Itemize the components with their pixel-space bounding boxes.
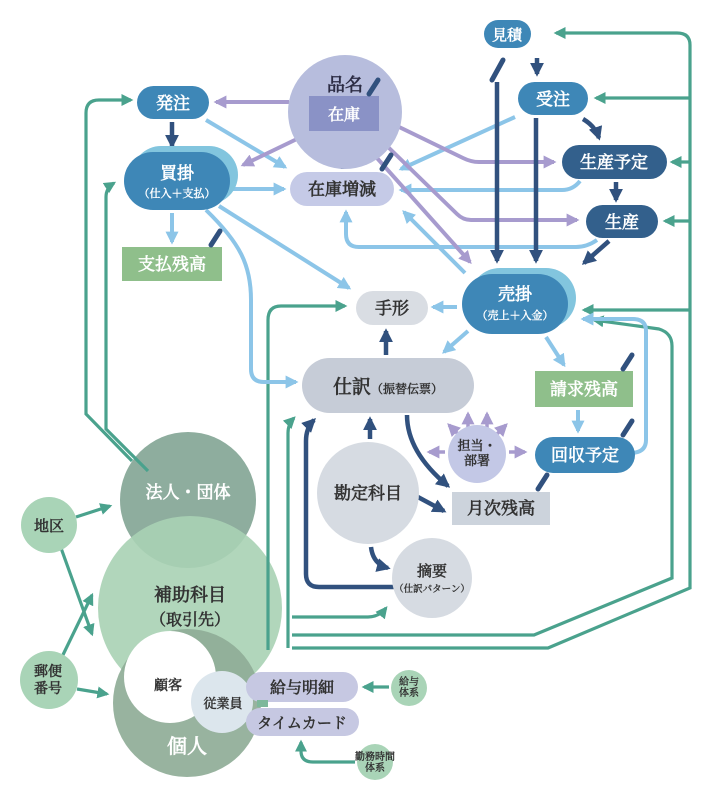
pen-mark-kaishu (623, 421, 632, 435)
pen-mark-shiharai (211, 231, 220, 245)
arrow-urikake-to-shiwake (444, 331, 468, 352)
arrow-hinmei-to-seisan (387, 146, 577, 220)
arrow-torihikisaki-to-kaikake (106, 183, 148, 471)
label-kyuyo-taikei-1: 給与 (399, 677, 419, 688)
label-tanto-2: 部署 (463, 453, 491, 468)
label-hacchu: 発注 (156, 94, 190, 113)
label-hojin: 法人・団体 (145, 483, 231, 502)
label-kanjo: 勘定科目 (334, 484, 402, 503)
label-kaikake: 買掛 (160, 164, 194, 183)
label-kaikake-sub: （仕入＋支払） (138, 188, 216, 200)
arrow-hinmei-to-seisanyotei (397, 126, 554, 162)
pen-mark-getsuji (538, 475, 547, 489)
arrow-chiku-to-hojo (61, 548, 92, 634)
label-hinmei: 品名 (327, 75, 363, 95)
label-tegata: 手形 (375, 299, 409, 318)
arrow-kanjo-to-getsuji (416, 496, 444, 511)
label-juchu: 受注 (536, 90, 570, 109)
arrow-kinmu-to-timecard (301, 742, 355, 762)
pen-mark-seikyu (623, 355, 632, 369)
label-shiwake: 仕訳（振替伝票） (332, 377, 444, 398)
label-hojo: 補助科目 (154, 585, 226, 605)
label-zaiko: 在庫 (327, 107, 361, 124)
label-seikyu: 請求残高 (550, 380, 618, 399)
label-seisan-yotei: 生産予定 (580, 153, 648, 172)
label-jugyoin: 従業員 (203, 696, 243, 711)
node-urikake (462, 274, 568, 334)
arrow-chiku-to-hojin (76, 506, 110, 517)
arrow-kanjo-to-tekiyo (371, 547, 388, 568)
label-timecard: タイムカード (257, 715, 347, 732)
arrow-master-to-tekiyo (292, 608, 386, 617)
arrow-yubin-to-kojin (77, 689, 107, 694)
node-layer (20, 20, 667, 780)
label-kaishu: 回収予定 (551, 446, 619, 465)
label-seisan: 生産 (605, 213, 639, 232)
pen-mark-urikake-entry (492, 60, 503, 80)
arrow-urikake-to-seikyu (546, 337, 564, 365)
label-shiharai: 支払残高 (138, 255, 206, 274)
label-getsuji: 月次残高 (467, 499, 535, 518)
label-kinmu-2: 体系 (365, 763, 385, 774)
arrow-master-to-shiwake (288, 418, 294, 648)
label-yubin-1: 郵便 (34, 663, 62, 679)
label-urikake: 売掛 (498, 285, 532, 304)
label-yubin-2: 番号 (34, 680, 62, 696)
label-tekiyo: 摘要 (416, 563, 448, 580)
label-mitsumori: 見積 (491, 27, 523, 44)
label-zaiko-zogen: 在庫増減 (308, 180, 376, 199)
arrow-juchu-to-seisanyotei (583, 119, 599, 138)
arrow-yubin-to-hojo (60, 595, 92, 661)
label-urikake-sub: （売上＋入金） (476, 310, 554, 322)
label-kinmu-1: 勤務時間 (355, 752, 395, 763)
label-chiku: 地区 (33, 518, 65, 535)
pen-marks (211, 60, 632, 489)
label-tanto-1: 担当・ (457, 438, 497, 453)
pay-connector (257, 700, 268, 707)
label-tekiyo-sub: （仕訳パターン） (394, 584, 470, 595)
label-kokyaku: 顧客 (154, 677, 182, 693)
label-kojin: 個人 (167, 736, 207, 758)
label-kyuyo-meisai: 給与明細 (269, 680, 335, 697)
label-kyuyo-taikei-2: 体系 (399, 688, 419, 699)
arrow-seisan-to-zaikozogen (346, 212, 597, 247)
label-hojo-sub: （取引先） (149, 612, 231, 629)
